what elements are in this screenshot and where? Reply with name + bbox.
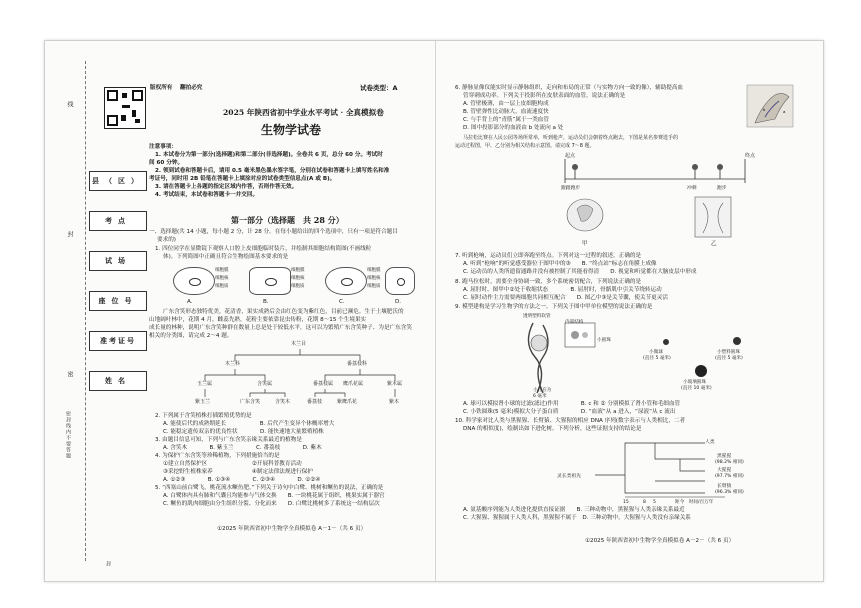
vein-projection-image — [745, 83, 795, 129]
question-4-item: ③采挖野生植株家养 ④制定法律法规进行保护 — [163, 469, 313, 475]
question-6-option: B. 管壁弹性比动脉大，血流速度快 — [463, 109, 549, 115]
tree-species: 紫木 — [389, 399, 400, 405]
model-label: 6 毫米 — [533, 394, 547, 399]
margin-seal-mark: 密 — [66, 371, 73, 378]
tree-genus: 番荔枝属 — [313, 381, 334, 387]
cell-label: 细胞膜 — [367, 268, 381, 273]
field-label: 考点 — [105, 217, 131, 225]
nephron-model — [513, 313, 603, 399]
figure-yi-label: 乙 — [711, 241, 717, 247]
note-line: 3. 请在答题卡上各题的指定区域内作答，否则作答无效。 — [155, 184, 298, 190]
question-5: 5. “西塞山前白鹭飞，桃花流水鳜鱼肥。”下列关于诗句中白鹭、桃树和鳜鱼的说法，正确的是 — [155, 485, 384, 491]
option-label: B. — [263, 299, 269, 305]
question-6-option: C. 与手背上的“青筋”属于一类血管 — [463, 117, 549, 123]
small-bead-icon — [663, 339, 669, 345]
question-7-option: C. 运动员的人类所遗留通路并没有被控制了其能看得清 D. 视觉和听觉都在大脑皮层中形成 — [463, 269, 697, 275]
cell-label: 细胞质 — [291, 284, 305, 289]
tree-species: 广东含笑 — [240, 399, 261, 405]
figure-jia-label: 甲 — [582, 241, 588, 247]
medium-bead-icon — [733, 337, 741, 345]
tree-genus: 紫木属 — [387, 381, 403, 387]
question-10: DNA 的相似度)，绘制出如下进化树。下列分析，这些证据支持的结论是 — [463, 426, 642, 432]
page-footer-left: ①2025 年陕西省初中生物学全真模拟卷 A－1－（共 6 页） — [217, 526, 367, 532]
tree-genus: 含笑属 — [257, 381, 273, 387]
note-line: 1. 本试卷分为第一部分(选择题)和第二部分(非选择题)。全卷共 6 页，总分 60 分。考试时 — [155, 152, 383, 158]
name-field[interactable] — [89, 371, 147, 391]
subject-title: 生物学试卷 — [261, 123, 322, 137]
classification-tree — [185, 341, 415, 413]
cell-label: 细胞质 — [215, 284, 229, 289]
tree-species: 番荔枝 — [307, 399, 323, 405]
species-label: 人类 — [705, 440, 715, 445]
exam-room-field[interactable] — [89, 251, 147, 271]
tree-species: 紫鹰爪花 — [337, 399, 358, 405]
question-1: 1. 四位同学在显微镜下观察人口腔上皮细胞临时装片，并绘制其细胞结构简图(不画线粒 — [155, 246, 372, 252]
question-3: 3. 由题目信息可知，下列与广东含笑亲缘关系最近的植物是 — [155, 437, 302, 443]
cell-label: 细胞膜 — [215, 268, 229, 273]
bead-label: 小塑料圆珠 — [717, 350, 740, 355]
model-label: 小孔在为 — [533, 388, 552, 393]
species-label: 长臂猿 — [717, 484, 732, 489]
axis-tick: 5 — [653, 500, 656, 505]
part1-title: 第一部分（选择题 共 28 分） — [231, 215, 344, 225]
cell-label: 细胞核 — [291, 276, 305, 281]
bead-label: 小玻璃圆珠 — [683, 380, 706, 385]
question-10-option: C. 大猩猩、猩猩属于人类人科，黑猩猩不属于 D. 三种动物中，大猩猩与人类没有亲缘关系 — [463, 515, 691, 521]
exam-sheet — [44, 40, 824, 582]
bead-size: (直径 5 毫米) — [715, 356, 743, 361]
question-7: 7. 听到枪响，运动员们立即奔跑至终点。下列对这一过程的叙述，正确的是 — [455, 253, 642, 259]
field-label: 座位号 — [98, 297, 138, 305]
stage-label: 跑步 — [717, 186, 727, 191]
end-label: 终点 — [745, 153, 756, 159]
note-line: 考证号，同时用 2B 铅笔在答题卡上填涂对应的试卷类型信息点(A 或 B)。 — [149, 176, 336, 182]
passage-line: 山地阔叶林中，花期 4 月，雌蕊先熟，花粉主要依靠昆虫传粉，花期 8～15 个生境果实 — [149, 317, 367, 323]
question-6: 6. 静脉显像仪能实时显示静脉组织，走向和布局的正常（与实物方向一致的像），辅助提高血 — [455, 85, 684, 91]
species-label: 大猩猩 — [717, 468, 732, 473]
scene-text: 马拉松比赛在人民公园等场所常举，听到枪声，运动员们会朝着终点跑去，下图是某名参赛选手的 — [463, 135, 679, 141]
passage-line: 相关的分类图，请完成 2～4 题。 — [149, 333, 233, 339]
tree-family: 木兰科 — [225, 361, 241, 367]
section-intro: 要求的) — [157, 237, 176, 243]
question-9: 9. 模型建构是学习生物学的方法之一。下列关于图中甲单位模型的说法正确的是 — [455, 304, 653, 310]
question-2-option: C. 能稳定遗传双亲的优良性状 D. 能快速地大量繁殖植株 — [163, 429, 324, 435]
model-label: 小圆珠 — [597, 338, 611, 343]
admission-number-field[interactable] — [89, 331, 147, 351]
option-label: D. — [395, 299, 402, 305]
axis-tick: 15 — [623, 500, 629, 505]
note-line: 间 60 分钟。 — [149, 160, 184, 166]
margin-seal-mark: 线 — [66, 101, 73, 108]
question-8: 8. 跑马拉松时，需要全身协调一致，多个系统密切配合，下列说法正确的是 — [455, 279, 642, 285]
question-6-option: D. 图中投影部分的血液由 b 处流向 a 处 — [463, 125, 564, 131]
model-label: 透明塑料软管 — [523, 314, 551, 319]
similarity-value: (98.2% 相同) — [715, 460, 744, 465]
model-label: 内部结构 — [565, 320, 584, 325]
question-10-option: A. 氨基酸序列能为人类进化提供直接证据 B. 三种动物中，黑猩猩与人类亲缘关系最近 — [463, 507, 685, 513]
question-4-option: A. ①②③ B. ①③④ C. ②③④ D. ①②④ — [163, 477, 321, 483]
bead-size: (直径 5 毫米) — [643, 356, 671, 361]
exam-title: 2025 年陕西省初中学业水平考试 · 全真模拟卷 — [223, 108, 384, 117]
tree-root: 木兰目 — [291, 341, 307, 347]
bead-label: 小微球 — [649, 350, 663, 355]
field-label: 县（区） — [92, 177, 144, 185]
cell-label: 细胞膜 — [291, 268, 305, 273]
question-6-option: A. 管壁极薄，由一层上皮细胞构成 — [463, 101, 549, 107]
start-label: 起点 — [565, 153, 576, 159]
large-bead-icon — [695, 365, 707, 377]
axis-tick: 8 — [643, 500, 646, 505]
passage-line: 广东含笑形态独特优美，花清香，果实成熟后会由红色变为紫红色，目前已濒危。生于土壤肥沃的 — [163, 309, 404, 315]
passage-line: 成长量的林种，说明广东含笑种群在数量上总是处于较低水平，这可以为繁殖广东含笑种子、为是广东含笑 — [149, 325, 412, 331]
axis-label: 距今 时间/百万年 — [675, 500, 714, 505]
marathon-figure — [545, 153, 765, 253]
margin-notice: 密封线内不要答题 — [65, 411, 71, 459]
ancestor-label: 灵长类祖先 — [557, 474, 581, 479]
seat-number-field[interactable] — [89, 291, 147, 311]
question-2-option: A. 能使后代的成熟期延长 B. 后代产生变异个体概率增大 — [163, 421, 335, 427]
no-copy-text: 翻拍必究 — [180, 85, 203, 91]
question-9-option: C. 小铁圆珠(5 毫米)模拟大分子蛋白质 D. “血液”从 a 进入，“尿液”从 c 流出 — [463, 409, 676, 415]
note-line: 4. 考试结束，本试卷和答题卡一并交回。 — [155, 192, 259, 198]
tree-family: 番荔枝科 — [347, 361, 368, 367]
field-label: 试场 — [105, 257, 131, 265]
option-label: C. — [339, 299, 345, 305]
stage-label: 蹬踏跑步 — [561, 186, 581, 191]
cell-label: 细胞核 — [215, 276, 229, 281]
question-5-option: A. 白鹭体内具有肺和气囊且均能参与气体交换 B. 一块桃花属于组织，桃果实属于器官 — [163, 493, 385, 499]
question-6: 管穿刺成功率。下列关于投影所在皮肤表面的血管，说法正确的是 — [463, 93, 626, 99]
question-4: 4. 为保护广东含笑等珍稀植物，下列措施恰当的是 — [155, 453, 280, 459]
cell-label: 细胞核 — [367, 276, 381, 281]
tree-species: 含笑木 — [275, 399, 291, 405]
question-10: 10. 科学家对比人类与黑猩猩、长臂猿、大猩猩的相应 DNA 序列(数字表示与人类相比，二者 — [455, 418, 686, 424]
question-8-option: C. 屈时动作主力需要两细胞共同相互配合 D. 图乙中③是关节囊，使关节更灵活 — [463, 295, 668, 301]
paper-type: 试卷类型：A — [360, 84, 398, 92]
field-label: 姓名 — [105, 377, 131, 385]
tree-genus: 玉兰属 — [197, 381, 213, 387]
tree-species: 紫玉兰 — [195, 399, 211, 405]
question-9-option: A. 球可以模拟肾小球的过滤(滤过)作用 B. c 和 ② 分别模拟了肾小管和毛细血管 — [463, 401, 681, 407]
option-label: A. — [187, 299, 193, 305]
margin-seal-mark: 封 — [105, 561, 111, 567]
notes-heading: 注意事项： — [149, 144, 177, 150]
question-4-item: ①建立自然保护区 ②开展科普教育活动 — [163, 461, 302, 467]
species-label: 黑猩猩 — [717, 454, 732, 459]
similarity-value: (96.3% 相同) — [715, 490, 744, 495]
scene-text: 运动过程图，甲、乙分别为相关结构示意图。请完成 7～8 题。 — [455, 143, 595, 149]
copyright-text: 版权所有 — [150, 85, 173, 91]
margin-seal-mark: 封 — [66, 231, 73, 238]
cell-label: 细胞质 — [367, 284, 381, 289]
page-footer-right: ①2025 年陕西省初中生物学全真模拟卷 A－2－（共 6 页） — [585, 538, 735, 544]
question-2: 2. 下列属于含笑植株打插繁殖优势的是 — [155, 413, 252, 419]
stage-label: 冲刺 — [687, 186, 697, 191]
bead-size: (直径 10 毫米) — [681, 386, 712, 391]
qr-code-icon — [104, 87, 146, 129]
tree-genus: 鹰爪花属 — [343, 381, 364, 387]
question-7-option: A. 听到“枪响”的听觉感受器位于图甲中的③ B. “终点站”标志在角膜上成像 — [463, 261, 657, 267]
field-label: 准考证号 — [100, 337, 136, 345]
question-8-option: A. 屈肘时，图甲中②处于收缩状态 B. 屈肘时，骨骼肌中引关节绕转运动 — [463, 287, 662, 293]
similarity-value: (97.7% 相同) — [715, 474, 744, 479]
exam-site-field[interactable] — [89, 211, 147, 231]
question-5-option: C. 鳜鱼的肌肉细胞由分生组织分裂、分化而来 D. 白鹭比桃树多了系统这一结构层次 — [163, 501, 380, 507]
question-3-option: A. 含笑木 B. 紫玉兰 C. 番荔枝 D. 紫木 — [163, 445, 322, 451]
svg-text:a: a — [783, 109, 786, 114]
county-field[interactable] — [89, 171, 147, 191]
note-line: 2. 领到试卷和答题卡后，请用 0.5 毫米黑色墨水签字笔，分别在试卷和答题卡上填写姓名和准 — [155, 168, 390, 174]
question-1: 体)。下列简图中正确且符合生物绘图基本要求的是 — [163, 254, 289, 260]
section-intro: 一、选择题(共 14 小题，每小题 2 分，计 28 分。在每小题给出的四个选项中，只有一项是符合题目 — [149, 229, 398, 235]
svg-text:b: b — [763, 107, 766, 112]
